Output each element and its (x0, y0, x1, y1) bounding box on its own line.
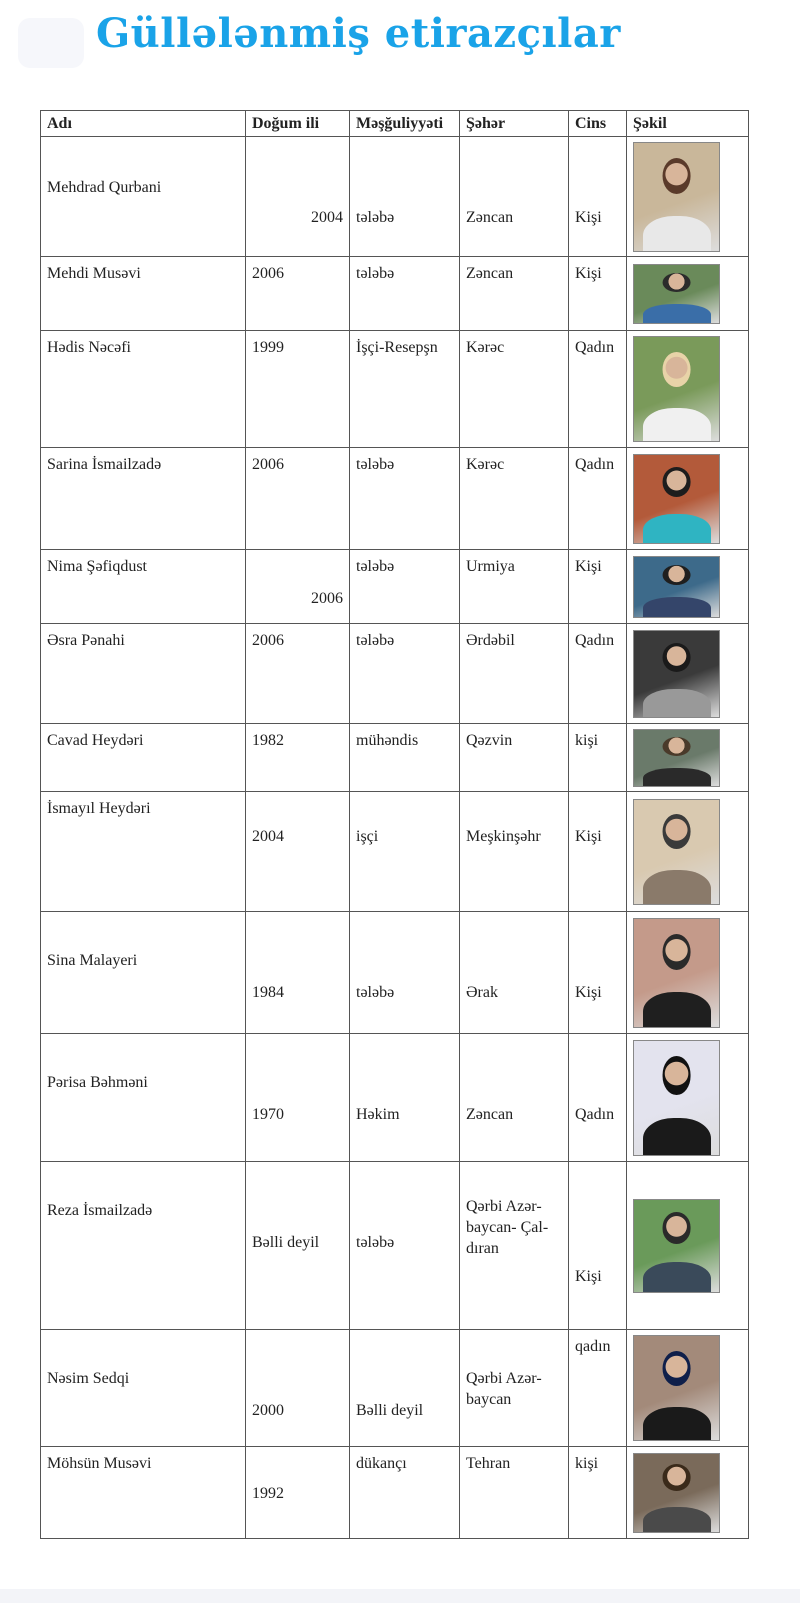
birth-year-cell (246, 1330, 350, 1447)
header-city: Şəhər (460, 111, 569, 137)
name-cell-text: Nima Şəfiqdust (47, 558, 147, 575)
gender-cell (569, 792, 627, 912)
birth-year-cell (246, 792, 350, 912)
portrait-body-shape (643, 768, 711, 787)
header-birth-year: Doğum ili (246, 111, 350, 137)
occupation-cell (350, 724, 460, 792)
occupation-cell-text: tələbə (356, 558, 395, 575)
name-cell-text: Əsra Pənahi (47, 632, 125, 649)
portrait-head-shape (662, 814, 691, 849)
photo-cell (627, 331, 749, 448)
portrait-head-shape (662, 1351, 691, 1386)
portrait-head-shape (662, 467, 691, 497)
name-cell (41, 724, 246, 792)
birth-year-cell (246, 724, 350, 792)
table-row (41, 1330, 749, 1447)
birth-year-cell-text: 2006 (252, 265, 284, 282)
gender-cell (569, 448, 627, 550)
gender-cell (569, 1034, 627, 1162)
table-row (41, 1447, 749, 1539)
city-cell (460, 1447, 569, 1539)
table-row (41, 331, 749, 448)
birth-year-cell-text: 2006 (252, 632, 284, 649)
name-cell (41, 1447, 246, 1539)
photo-cell (627, 1162, 749, 1330)
city-cell (460, 1162, 569, 1330)
gender-cell-text: Kişi (575, 265, 602, 282)
occupation-cell (350, 1034, 460, 1162)
gender-cell-text: kişi (575, 732, 599, 749)
city-cell-text: Ərak (466, 984, 498, 1001)
birth-year-cell (246, 1162, 350, 1330)
city-cell (460, 137, 569, 257)
occupation-cell-text: tələbə (356, 1234, 395, 1251)
birth-year-cell-text: 2006 (311, 590, 343, 607)
birth-year-cell (246, 257, 350, 331)
portrait-body-shape (643, 514, 711, 543)
city-cell (460, 912, 569, 1034)
gender-cell (569, 257, 627, 331)
portrait-head-shape (662, 158, 691, 195)
gender-cell-text: qadın (575, 1338, 611, 1355)
occupation-cell-text: mühəndis (356, 732, 419, 749)
table-row (41, 550, 749, 624)
birth-year-cell (246, 1447, 350, 1539)
occupation-cell (350, 1162, 460, 1330)
photo-cell (627, 550, 749, 624)
title-decoration (18, 18, 84, 68)
victims-table (40, 110, 749, 1539)
header-occupation: Məşğuliyyəti (350, 111, 460, 137)
city-cell-text: Zəncan (466, 1106, 514, 1123)
page-bottom-strip (0, 1589, 800, 1603)
gender-cell-text: Qadın (575, 1106, 615, 1123)
portrait-photo (633, 918, 720, 1028)
gender-cell (569, 331, 627, 448)
portrait-photo (633, 1453, 720, 1533)
gender-cell-text: kişi (575, 1455, 599, 1472)
portrait-body-shape (643, 870, 711, 904)
gender-cell-text: Kişi (575, 1268, 602, 1285)
name-cell-text: Sarina İsmailzadə (47, 456, 162, 473)
city-cell-text: Qərbi Azər-baycan (466, 1370, 542, 1408)
name-cell-text: Pərisa Bəhməni (47, 1074, 148, 1091)
occupation-cell-text: tələbə (356, 632, 395, 649)
name-cell-text: Möhsün Musəvi (47, 1455, 152, 1472)
portrait-photo (633, 799, 720, 905)
portrait-body-shape (643, 216, 711, 252)
city-cell (460, 724, 569, 792)
occupation-cell-text: tələbə (356, 265, 395, 282)
portrait-head-shape (662, 737, 691, 756)
occupation-cell-text: tələbə (356, 984, 395, 1001)
gender-cell (569, 137, 627, 257)
birth-year-cell (246, 1034, 350, 1162)
portrait-body-shape (643, 992, 711, 1028)
name-cell (41, 331, 246, 448)
occupation-cell (350, 257, 460, 331)
portrait-head-shape (662, 352, 691, 387)
birth-year-cell-text: 1982 (252, 732, 284, 749)
portrait-photo (633, 556, 720, 618)
header-gender: Cins (569, 111, 627, 137)
table-row (41, 257, 749, 331)
name-cell (41, 1162, 246, 1330)
portrait-photo (633, 454, 720, 544)
gender-cell (569, 1447, 627, 1539)
gender-cell (569, 624, 627, 724)
portrait-photo (633, 142, 720, 252)
city-cell (460, 624, 569, 724)
birth-year-cell-text: 2000 (252, 1402, 284, 1419)
city-cell (460, 550, 569, 624)
birth-year-cell-text: 1970 (252, 1106, 284, 1123)
name-cell-text: Mehdrad Qurbani (47, 179, 162, 196)
portrait-head-shape (662, 1212, 691, 1243)
city-cell-text: Ərdəbil (466, 632, 515, 649)
photo-cell (627, 448, 749, 550)
name-cell (41, 257, 246, 331)
photo-cell (627, 1034, 749, 1162)
birth-year-cell-text: 2006 (252, 456, 284, 473)
name-cell (41, 1330, 246, 1447)
occupation-cell (350, 137, 460, 257)
victims-table-container (40, 110, 749, 1539)
birth-year-cell (246, 448, 350, 550)
city-cell (460, 1034, 569, 1162)
occupation-cell (350, 912, 460, 1034)
occupation-cell-text: tələbə (356, 456, 395, 473)
photo-cell (627, 724, 749, 792)
birth-year-cell (246, 624, 350, 724)
occupation-cell-text: işçi (356, 828, 379, 845)
occupation-cell (350, 1330, 460, 1447)
portrait-body-shape (643, 597, 711, 617)
name-cell-text: Sina Malayeri (47, 952, 138, 969)
gender-cell-text: Kişi (575, 984, 602, 1001)
photo-cell (627, 624, 749, 724)
name-cell-text: Mehdi Musəvi (47, 265, 141, 282)
city-cell-text: Meşkinşəhr (466, 828, 541, 845)
photo-cell (627, 1447, 749, 1539)
gender-cell (569, 1162, 627, 1330)
gender-cell (569, 1330, 627, 1447)
name-cell (41, 792, 246, 912)
occupation-cell (350, 792, 460, 912)
name-cell-text: Reza İsmailzadə (47, 1202, 153, 1219)
name-cell (41, 448, 246, 550)
birth-year-cell (246, 912, 350, 1034)
gender-cell (569, 724, 627, 792)
portrait-photo (633, 1199, 720, 1293)
portrait-body-shape (643, 1118, 711, 1155)
portrait-body-shape (643, 1507, 711, 1533)
city-cell-text: Kərəc (466, 456, 505, 473)
gender-cell-text: Kişi (575, 209, 602, 226)
occupation-cell (350, 550, 460, 624)
gender-cell (569, 912, 627, 1034)
birth-year-cell-text: 1999 (252, 339, 284, 356)
gender-cell-text: Qadın (575, 632, 615, 649)
name-cell-text: İsmayıl Heydəri (47, 800, 151, 817)
occupation-cell (350, 624, 460, 724)
city-cell-text: Zəncan (466, 265, 514, 282)
gender-cell-text: Kişi (575, 558, 602, 575)
portrait-photo (633, 264, 720, 324)
table-row (41, 1034, 749, 1162)
city-cell (460, 792, 569, 912)
portrait-head-shape (662, 934, 691, 971)
city-cell-text: Qərbi Azər-baycan- Çal-dıran (466, 1198, 549, 1257)
occupation-cell (350, 448, 460, 550)
city-cell (460, 331, 569, 448)
city-cell-text: Qəzvin (466, 732, 513, 749)
gender-cell-text: Qadın (575, 339, 615, 356)
portrait-head-shape (662, 273, 691, 293)
portrait-photo (633, 630, 720, 718)
name-cell-text: Hədis Nəcəfi (47, 339, 131, 356)
name-cell (41, 1034, 246, 1162)
portrait-body-shape (643, 1262, 711, 1292)
occupation-cell-text: Həkim (356, 1106, 400, 1123)
portrait-head-shape (662, 1464, 691, 1491)
city-cell (460, 1330, 569, 1447)
table-row (41, 137, 749, 257)
table-row (41, 792, 749, 912)
portrait-head-shape (662, 643, 691, 672)
header-name: Adı (41, 111, 246, 137)
birth-year-cell-text: Bəlli deyil (252, 1234, 320, 1251)
name-cell (41, 912, 246, 1034)
name-cell-text: Cavad Heydəri (47, 732, 144, 749)
city-cell-text: Tehran (466, 1455, 511, 1472)
occupation-cell-text: dükançı (356, 1455, 407, 1472)
gender-cell-text: Kişi (575, 828, 602, 845)
name-cell-text: Nəsim Sedqi (47, 1370, 130, 1387)
gender-cell-text: Qadın (575, 456, 615, 473)
name-cell (41, 624, 246, 724)
table-row (41, 448, 749, 550)
city-cell (460, 257, 569, 331)
photo-cell (627, 912, 749, 1034)
name-cell (41, 137, 246, 257)
portrait-head-shape (662, 565, 691, 585)
name-cell (41, 550, 246, 624)
birth-year-cell-text: 2004 (311, 209, 343, 226)
photo-cell (627, 257, 749, 331)
portrait-photo (633, 1040, 720, 1156)
table-row (41, 1162, 749, 1330)
city-cell-text: Urmiya (466, 558, 515, 575)
occupation-cell-text: tələbə (356, 209, 395, 226)
table-row (41, 724, 749, 792)
occupation-cell (350, 331, 460, 448)
birth-year-cell-text: 1992 (252, 1485, 284, 1502)
table-row (41, 624, 749, 724)
portrait-body-shape (643, 1407, 711, 1441)
photo-cell (627, 792, 749, 912)
portrait-body-shape (643, 408, 711, 442)
portrait-body-shape (643, 689, 711, 718)
table-header-row (41, 111, 749, 137)
city-cell (460, 448, 569, 550)
portrait-photo (633, 336, 720, 442)
photo-cell (627, 1330, 749, 1447)
occupation-cell-text: İşçi-Resepşn (356, 339, 438, 356)
portrait-head-shape (662, 1056, 691, 1095)
page-title: Güllələnmiş etirazçılar (96, 10, 621, 57)
city-cell-text: Kərəc (466, 339, 505, 356)
birth-year-cell-text: 2004 (252, 828, 284, 845)
birth-year-cell-text: 1984 (252, 984, 284, 1001)
photo-cell (627, 137, 749, 257)
occupation-cell-text: Bəlli deyil (356, 1402, 424, 1419)
birth-year-cell (246, 550, 350, 624)
table-body (41, 137, 749, 1539)
occupation-cell (350, 1447, 460, 1539)
gender-cell (569, 550, 627, 624)
portrait-body-shape (643, 304, 711, 324)
portrait-photo (633, 1335, 720, 1441)
portrait-photo (633, 729, 720, 787)
birth-year-cell (246, 137, 350, 257)
birth-year-cell (246, 331, 350, 448)
table-row (41, 912, 749, 1034)
header-photo: Şəkil (627, 111, 749, 137)
city-cell-text: Zəncan (466, 209, 514, 226)
